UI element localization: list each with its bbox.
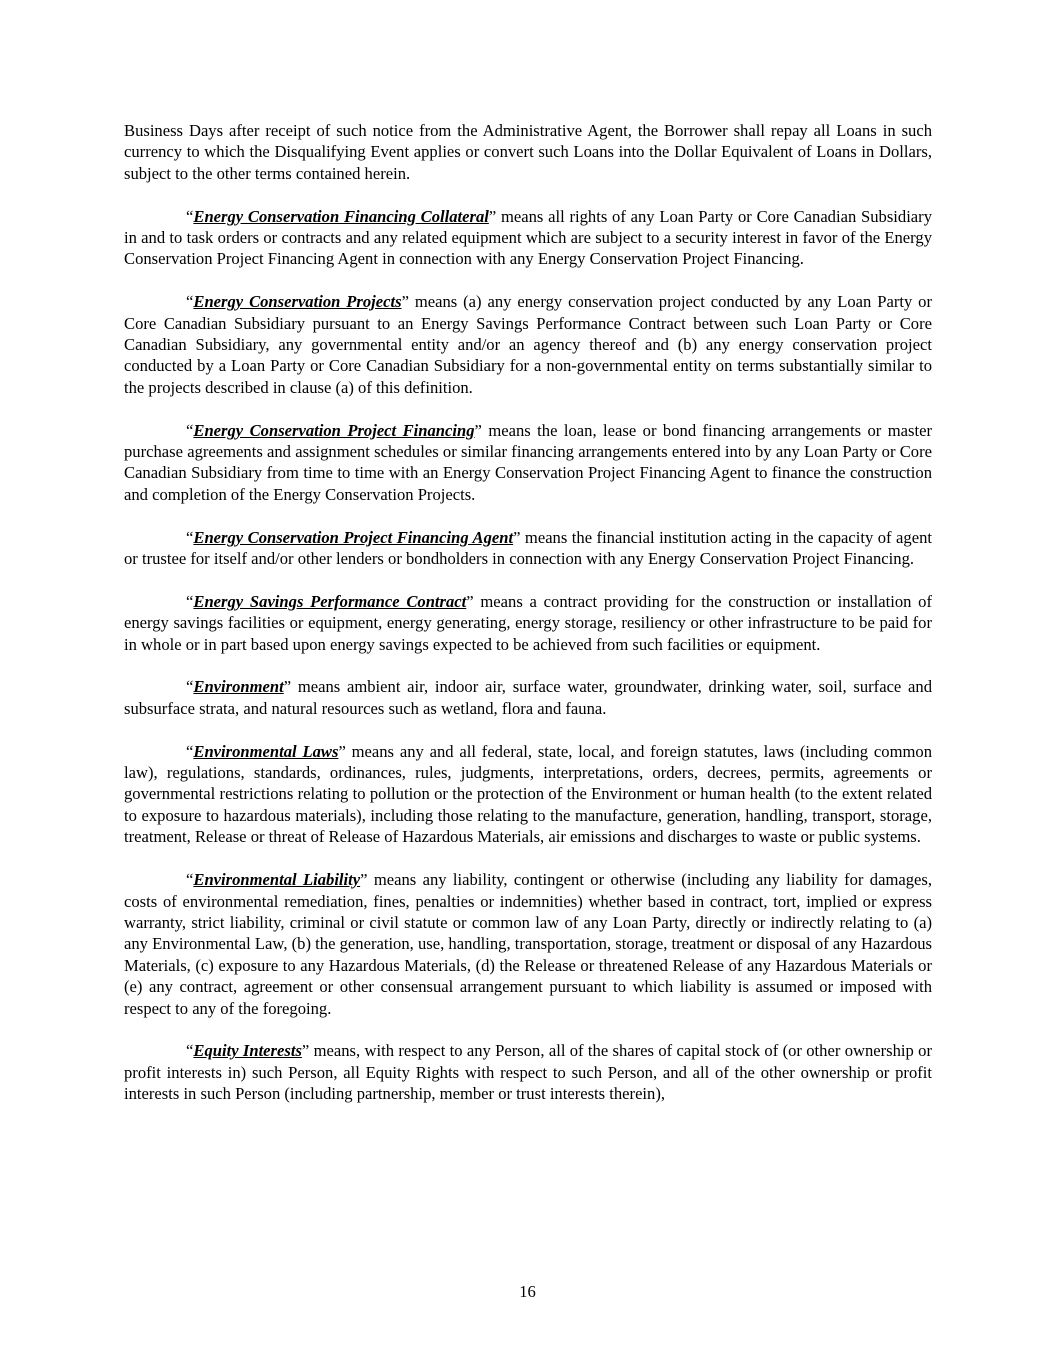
defined-term: Energy Savings Performance Contract bbox=[193, 591, 467, 611]
paragraph-text: ” means any and all federal, state, local, and foreign statutes, laws (including common law), regulations, standards, ordinances, rules, judgments, interpretations, orders, decrees, permits, agreements or governmental restrictions relating to pollution or the protection of the Environment or human health (to the extent related to exposure to hazardous materials), including those relating to the manufacture, generation, handling, transport, storage, treatment, Release or threat of Release of Hazardous Materials, air emissions and discharges to waste or public systems. bbox=[124, 741, 932, 847]
defined-term: Equity Interests bbox=[193, 1041, 302, 1061]
definition-paragraph bbox=[124, 869, 932, 1019]
defined-term: Energy Conservation Project Financing Agent bbox=[193, 527, 514, 547]
paragraph-text: ” means the loan, lease or bond financing arrangements or master purchase agreements and assignment schedules or similar financing arrangements entered into by any Loan Party or Core Canadian Subsidiary from time to time with an Energy Conservation Project Financing Agent to finance the construction and completion of the Energy Conservation Projects. bbox=[124, 420, 932, 504]
definition-paragraph bbox=[124, 291, 932, 398]
paragraph-text: Business Days after receipt of such notice from the Administrative Agent, the Borrower shall repay all Loans in such currency to which the Disqualifying Event applies or convert such Loans into the Dollar Equivalent of Loans in Dollars, subject to the other terms contained herein. bbox=[124, 121, 932, 183]
paragraph-text: ” means the financial institution acting in the capacity of agent or trustee for itself and/or other lenders or bondholders in connection with any Energy Conservation Project Financing. bbox=[124, 527, 932, 569]
definition-paragraph bbox=[124, 527, 932, 570]
defined-term: Energy Conservation Projects bbox=[193, 292, 402, 312]
definition-paragraph bbox=[124, 741, 932, 848]
open-quote: “ bbox=[186, 292, 194, 312]
definition-paragraph bbox=[124, 676, 932, 719]
document-body bbox=[124, 120, 932, 1126]
paragraph-text: ” means (a) any energy conservation project conducted by any Loan Party or Core Canadian Subsidiary pursuant to an Energy Savings Performance Contract between such Loan Party or Core Canadian Subsidiary, any governmental entity and/or an agency thereof and (b) any energy conservation project conducted by a Loan Party or Core Canadian Subsidiary for a non-governmental entity on terms substantially similar to the projects described in clause (a) of this definition. bbox=[124, 292, 932, 397]
paragraph-text: ” means, with respect to any Person, all of the shares of capital stock of (or other ownership or profit interests in) such Person, all Equity Rights with respect to such Person, and all of the other ownership or profit interests in such Person (including partnership, member or trust interests therein), bbox=[124, 1041, 932, 1104]
open-quote: “ bbox=[186, 591, 194, 611]
defined-term: Environmental Laws bbox=[193, 741, 339, 761]
open-quote: “ bbox=[186, 206, 194, 226]
body-paragraph bbox=[124, 120, 932, 184]
paragraph-text: ” means all rights of any Loan Party or Core Canadian Subsidiary in and to task orders or contracts and any related equipment which are subject to a security interest in favor of the Energy Conservation Project Financing Agent in connection with any Energy Conservation Project Financing. bbox=[124, 206, 932, 269]
definition-paragraph bbox=[124, 420, 932, 506]
open-quote: “ bbox=[186, 741, 194, 761]
defined-term: Environmental Liability bbox=[193, 870, 361, 890]
definition-paragraph bbox=[124, 1040, 932, 1104]
defined-term: Environment bbox=[193, 677, 284, 697]
open-quote: “ bbox=[186, 870, 194, 890]
definition-paragraph bbox=[124, 206, 932, 270]
open-quote: “ bbox=[186, 1041, 194, 1061]
defined-term: Energy Conservation Financing Collateral bbox=[193, 206, 489, 226]
open-quote: “ bbox=[186, 677, 194, 697]
paragraph-text: ” means any liability, contingent or otherwise (including any liability for damages, costs of environmental remediation, fines, penalties or indemnities) whether based in contract, tort, implied or express warranty, strict liability, criminal or civil statute or common law of any Loan Party, directly or indirectly relating to (a) any Environmental Law, (b) the generation, use, handling, transportation, storage, treatment or disposal of any Hazardous Materials, (c) exposure to any Hazardous Materials, (d) the Release or threatened Release of any Hazardous Materials or (e) any contract, agreement or other consensual arrangement pursuant to which liability is assumed or imposed with respect to any of the foregoing. bbox=[124, 870, 932, 1018]
paragraph-text: ” means ambient air, indoor air, surface water, groundwater, drinking water, soil, surface and subsurface strata, and natural resources such as wetland, flora and fauna. bbox=[124, 677, 932, 718]
page-number: 16 bbox=[519, 1282, 536, 1301]
paragraph-text: ” means a contract providing for the construction or installation of energy savings facilities or equipment, energy generating, energy storage, resiliency or other infrastructure to be paid for in whole or in part based upon energy savings expected to be achieved from such facilities or equipment. bbox=[124, 591, 933, 654]
open-quote: “ bbox=[186, 527, 194, 547]
defined-term: Energy Conservation Project Financing bbox=[193, 420, 475, 440]
definition-paragraph bbox=[124, 591, 932, 655]
open-quote: “ bbox=[186, 420, 194, 440]
